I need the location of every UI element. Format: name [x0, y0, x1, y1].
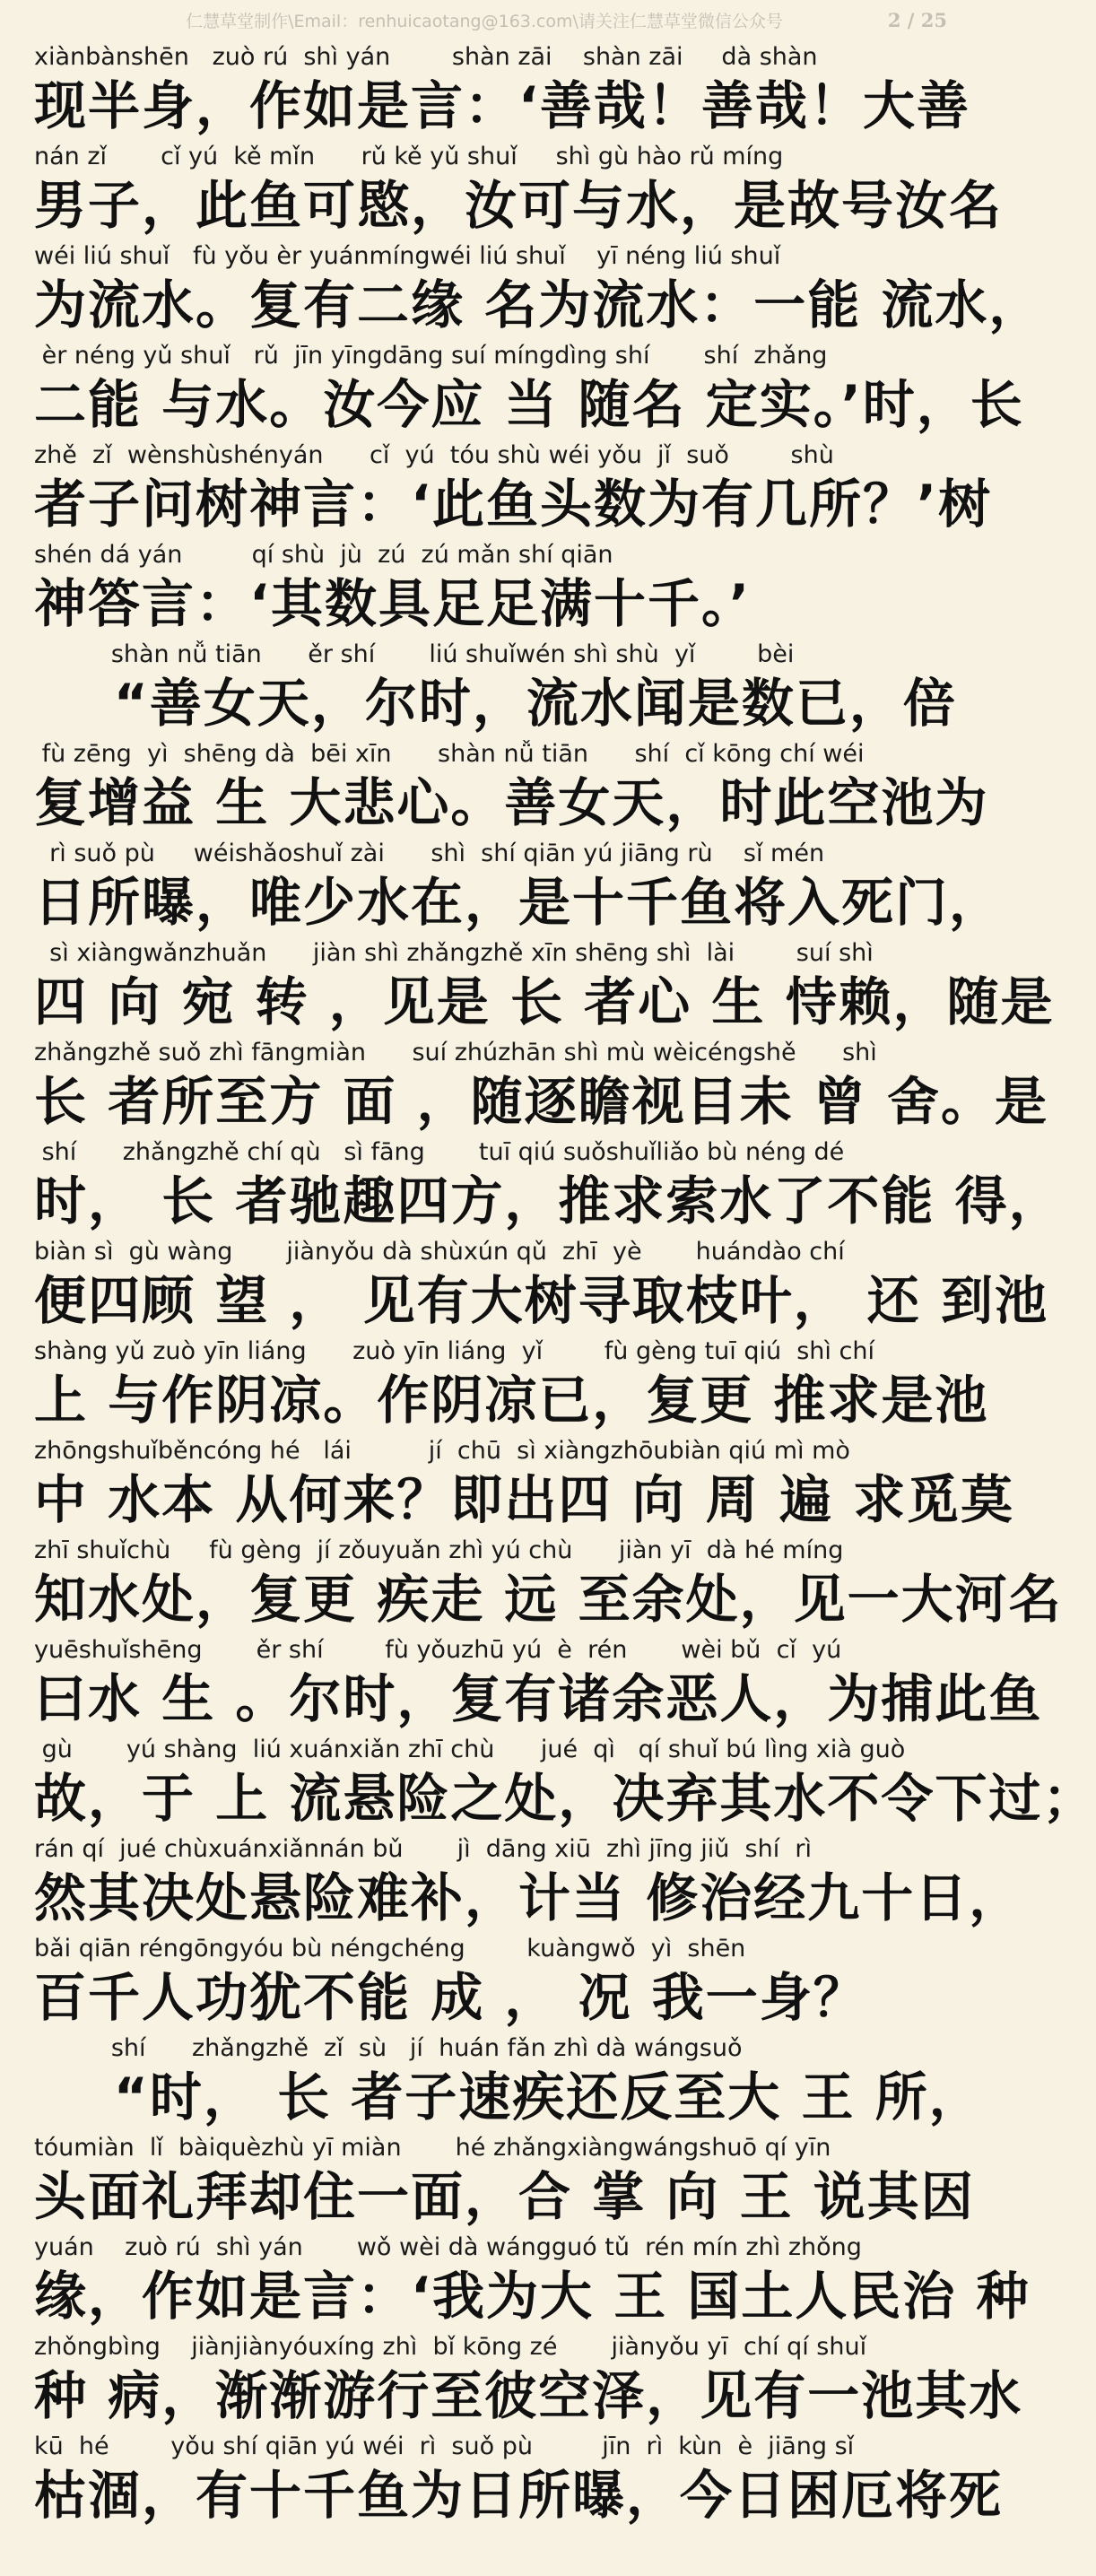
- hanzi-row: 男子，此鱼可愍，汝可与水，是故号汝名: [34, 175, 1004, 236]
- text-line: [34, 1931, 940, 2031]
- hanzi-row: 上 与作阴凉。作阴凉已，复更 推求是池: [34, 1370, 989, 1431]
- hanzi-row: 神答言：‘其数具足足满十千。’: [34, 573, 752, 634]
- text-line: [34, 637, 957, 736]
- text-line: [34, 2031, 983, 2130]
- pinyin-row: bǎi qiān réngōngyóu bù néngchéng kuàngwǒ yì shēn: [34, 1935, 746, 1962]
- hanzi-row: 现半身，作如是言：‘善哉！善哉！大善: [34, 75, 971, 136]
- text-line: [34, 936, 1055, 1035]
- text-line: [34, 2230, 1031, 2329]
- hanzi-row: 然其决处悬险难补，计当 修治经九十日，: [34, 1867, 1023, 1928]
- hanzi-row: 曰水 生 。尔时，复有诸余恶人，为捕此鱼: [34, 1668, 1043, 1729]
- hanzi-row: 日所曝，唯少水在，是十千鱼将入死门，: [34, 872, 1004, 933]
- hanzi-row: 中 水本 从何来？即出四 向 周 遍 求觅莫: [34, 1469, 1015, 1530]
- hanzi-row: 二能 与水。汝今应 当 随名 定实。’时，长: [34, 374, 1024, 435]
- text-line: [34, 2429, 1004, 2528]
- pinyin-row: shén dá yán qí shù jù zú zú mǎn shí qiān: [34, 541, 613, 569]
- pinyin-row: biàn sì gù wàng jiànyǒu dà shùxún qǔ zhī yè huándào chí: [34, 1238, 845, 1266]
- text-line: [34, 1234, 1048, 1334]
- pinyin-row: èr néng yǔ shuǐ rǔ jīn yīngdāng suí míngdìng shí shí zhǎng: [34, 342, 828, 370]
- text-line: [34, 2130, 975, 2230]
- pinyin-row: rán qí jué chùxuánxiǎnnán bǔ jì dāng xiū zhì jīng jiǔ shí rì: [34, 1835, 812, 1863]
- hanzi-row: 四 向 宛 转 ，见是 长 者心 生 恃赖，随是: [34, 971, 1055, 1032]
- text-line: [34, 836, 1004, 936]
- text-line: [34, 39, 971, 139]
- pinyin-row: shí zhǎngzhě chí qù sì fāng tuī qiú suǒshuǐliǎo bù néng dé: [34, 1138, 845, 1166]
- hanzi-row: 故，于 上 流悬险之处，决弃其水不令下过；: [34, 1768, 1096, 1829]
- text-line: [34, 1533, 1063, 1632]
- pinyin-row: gù yú shàng liú xuánxiǎn zhī chù jué qì qí shuǐ bú lìng xià guò: [34, 1736, 906, 1763]
- pinyin-row: kū hé yǒu shí qiān yú wéi rì suǒ pù jīn rì kùn è jiāng sǐ: [34, 2432, 855, 2460]
- pinyin-row: zhōngshuǐběncóng hé lái jí chū sì xiàngzhōubiàn qiú mì mò: [34, 1437, 850, 1465]
- text-line: [34, 239, 1043, 338]
- hanzi-row: 知水处，复更 疾走 远 至余处，见一大河名: [34, 1569, 1063, 1630]
- pinyin-row: yuēshuǐshēng ěr shí fù yǒuzhū yú è rén wèi bǔ cǐ yú: [34, 1636, 842, 1664]
- text-line: [34, 1035, 1048, 1135]
- pinyin-row: zhī shuǐchù fù gèng jí zǒuyuǎn zhì yú chù jiàn yī dà hé míng: [34, 1536, 844, 1564]
- text-line: [34, 537, 940, 637]
- pinyin-row: sì xiàngwǎnzhuǎn jiàn shì zhǎngzhě xīn shēng shì lài suí shì: [34, 939, 874, 967]
- sutra-text-body: [34, 39, 1096, 2528]
- hanzi-row: “时， 长 者子速疾还反至大 王 所，: [34, 2067, 983, 2128]
- hanzi-row: 长 者所至方 面 ，随逐瞻视目未 曾 舍。是: [34, 1071, 1048, 1132]
- text-line: [34, 2329, 1023, 2429]
- pinyin-row: wéi liú shuǐ fù yǒu èr yuánmíngwéi liú shuǐ yī néng liú shuǐ: [34, 242, 781, 270]
- text-line: [34, 338, 1024, 438]
- hanzi-row: 枯涸，有十千鱼为日所曝，今日困厄将死: [34, 2465, 1004, 2526]
- hanzi-row: 时， 长 者驰趣四方，推求索水了不能 得，: [34, 1171, 1063, 1231]
- header-watermark-text: 仁慧草堂制作\Email：renhuicaotang@163.com\请关注仁慧草堂微信公众号: [186, 11, 783, 31]
- pinyin-row: zhě zǐ wènshùshényán cǐ yú tóu shù wéi yǒu jǐ suǒ shù: [34, 441, 834, 469]
- text-line: [34, 1433, 1015, 1533]
- hanzi-row: 头面礼拜却住一面，合 掌 向 王 说其因: [34, 2166, 975, 2227]
- page-number: 2 / 25: [887, 9, 947, 31]
- text-line: [34, 1135, 1063, 1234]
- pinyin-row: zhǎngzhě suǒ zhì fāngmiàn suí zhúzhān shì mù wèicéngshě shì: [34, 1039, 877, 1066]
- pinyin-row: yuán zuò rú shì yán wǒ wèi dà wángguó tǔ rén mín zhì zhǒng: [34, 2233, 862, 2261]
- text-line: [34, 438, 993, 537]
- hanzi-row: 种 病，渐渐游行至彼空泽，见有一池其水: [34, 2365, 1023, 2426]
- pinyin-row: fù zēng yì shēng dà bēi xīn shàn nǚ tiān shí cǐ kōng chí wéi: [34, 740, 865, 768]
- text-line: [34, 1732, 1096, 1832]
- pinyin-row: shí zhǎngzhě zǐ sù jí huán fǎn zhì dà wángsuǒ: [34, 2034, 743, 2062]
- pinyin-row: nán zǐ cǐ yú kě mǐn rǔ kě yǔ shuǐ shì gù hào rǔ míng: [34, 143, 784, 170]
- pinyin-row: xiànbànshēn zuò rú shì yán shàn zāi shàn zāi dà shàn: [34, 43, 818, 71]
- text-line: [34, 736, 989, 836]
- pinyin-row: shàn nǚ tiān ěr shí liú shuǐwén shì shù yǐ bèi: [34, 640, 795, 668]
- text-line: [34, 139, 1004, 239]
- text-line: [34, 1632, 1043, 1732]
- text-line: [34, 1832, 1023, 1931]
- pinyin-row: tóumiàn lǐ bàiquèzhù yī miàn hé zhǎngxiàngwángshuō qí yīn: [34, 2134, 831, 2162]
- hanzi-row: 便四顾 望 ， 见有大树寻取枝叶， 还 到池: [34, 1270, 1048, 1331]
- pinyin-row: shàng yǔ zuò yīn liáng zuò yīn liáng yǐ fù gèng tuī qiú shì chí: [34, 1337, 874, 1365]
- hanzi-row: 者子问树神言：‘此鱼头数为有几所？’树: [34, 474, 993, 535]
- pinyin-row: rì suǒ pù wéishǎoshuǐ zài shì shí qiān yú jiāng rù sǐ mén: [34, 840, 825, 867]
- hanzi-row: 为流水。复有二缘 名为流水：一能 流水，: [34, 274, 1043, 335]
- hanzi-row: 缘，作如是言：‘我为大 王 国土人民治 种: [34, 2266, 1031, 2327]
- pinyin-row: zhǒngbìng jiànjiànyóuxíng zhì bǐ kōng zé jiànyǒu yī chí qí shuǐ: [34, 2333, 867, 2361]
- hanzi-row: 复增益 生 大悲心。善女天，时此空池为: [34, 772, 989, 833]
- page-header: [0, 0, 969, 39]
- hanzi-row: “善女天，尔时，流水闻是数已，倍: [34, 673, 957, 734]
- text-line: [34, 1334, 989, 1433]
- hanzi-row: 百千人功犹不能 成 ， 况 我一身？: [34, 1967, 867, 2028]
